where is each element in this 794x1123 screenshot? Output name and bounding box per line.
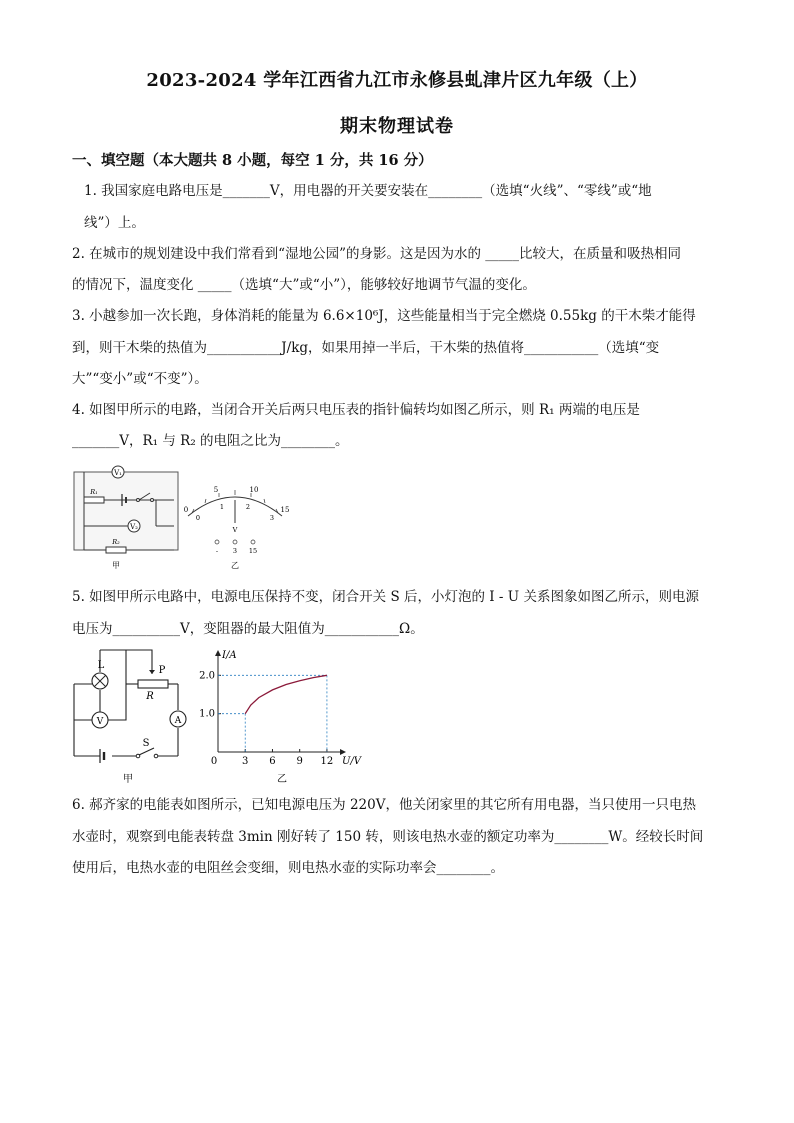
y-axis-arrow <box>215 650 221 656</box>
question-3-line-1: 3. 小越参加一次长跑，身体消耗的能量为 6.6×10⁶J，这些能量相当于完全燃烧 0.55kg 的干木柴才能得 <box>72 308 696 324</box>
inner-scale-0: 0 <box>195 514 201 522</box>
battery-symbol <box>100 749 104 763</box>
x-tick-label: 9 <box>296 756 303 767</box>
question-3-line-2: 到，则干木柴的热值为___________J/kg，如果用掉一半后，干木柴的热值将___________（选填“变 <box>72 340 660 356</box>
switch-label: S <box>142 738 150 749</box>
figure-5-caption-yi: 乙 <box>277 774 287 785</box>
question-2-line-2: 的情况下，温度变化 _____（选填“大”或“小”），能够较好地调节气温的变化。 <box>72 277 536 293</box>
outer-scale-5: 5 <box>213 486 219 494</box>
lamp-label: L <box>97 660 105 671</box>
ammeter-label: A <box>174 716 182 726</box>
ammeter-symbol <box>170 711 186 727</box>
question-6-line-3: 使用后，电热水壶的电阻丝会变细，则电热水壶的实际功率会________。 <box>72 860 504 876</box>
iu-curve <box>245 675 327 713</box>
inner-scale-1: 1 <box>219 503 225 511</box>
rheostat-symbol <box>138 665 168 702</box>
inner-scale-2: 2 <box>245 503 251 511</box>
outer-scale-0: 0 <box>183 506 189 514</box>
v1-label: V₁ <box>114 469 122 477</box>
page-subtitle: 期末物理试卷 <box>340 116 454 137</box>
question-1-line-2: 线”）上。 <box>84 215 145 231</box>
voltmeter-v1-symbol <box>112 466 124 478</box>
circuit-diagram-4 <box>74 472 178 550</box>
meter-unit: V <box>232 526 238 534</box>
figure-4 <box>70 460 300 572</box>
v2-label: V₂ <box>130 523 138 531</box>
y-axis-label: I/A <box>222 650 237 661</box>
outer-scale-15: 15 <box>280 506 290 514</box>
question-1-line-1: 1. 我国家庭电路电压是_______V，用电器的开关要安装在________（选填“火线”、“零线”或“地 <box>84 183 652 199</box>
origin-label: 0 <box>210 756 218 767</box>
question-5-line-2: 电压为__________V，变阻器的最大阻值为___________Ω。 <box>72 621 424 637</box>
inner-scale-3: 3 <box>269 514 275 522</box>
slider-label: P <box>158 665 166 676</box>
terminal-15: 15 <box>248 547 258 555</box>
voltmeter-dial <box>184 486 290 555</box>
question-6-line-1: 6. 郝齐家的电能表如图所示，已知电源电压为 220V，他关闭家里的其它所有用电器，当只使用一只电热 <box>72 797 696 813</box>
rheostat-label: R <box>146 691 154 702</box>
y-tick-label: 2.0 <box>199 670 215 682</box>
figure-4-caption-yi: 乙 <box>231 561 239 570</box>
terminal-minus: - <box>215 547 219 555</box>
figure-5 <box>68 644 368 786</box>
y-tick-label: 1.0 <box>199 708 215 720</box>
switch-symbol <box>136 738 158 758</box>
figure-4-svg <box>70 460 300 572</box>
question-4-line-1: 4. 如图甲所示的电路，当闭合开关后两只电压表的指针偏转均如图乙所示，则 R₁ 两端的电压是 <box>72 402 640 418</box>
page-title: 2023-2024 学年江西省九江市永修县虬津片区九年级（上） <box>146 70 648 91</box>
x-tick-label: 3 <box>242 756 249 767</box>
x-axis-arrow <box>340 749 346 755</box>
figure-5-svg <box>68 644 368 786</box>
figure-5-caption-jia: 甲 <box>123 774 133 785</box>
r2-label: R₂ <box>112 538 120 546</box>
question-5-line-1: 5. 如图甲所示电路中，电源电压保持不变，闭合开关 S 后，小灯泡的 I - U 关系图象如图乙所示，则电源 <box>72 589 699 605</box>
question-6-line-2: 水壶时，观察到电能表转盘 3min 刚好转了 150 转，则该电热水壶的额定功率为________W。经较长时间 <box>72 829 704 845</box>
voltmeter-symbol <box>92 712 108 728</box>
iu-graph <box>199 650 363 767</box>
figure-4-caption-jia: 甲 <box>112 561 120 570</box>
terminal-3: 3 <box>232 547 238 555</box>
question-2-line-1: 2. 在城市的规划建设中我们常看到“湿地公园”的身影。这是因为水的 _____比较大，在质量和吸热相同 <box>72 246 682 262</box>
lamp-symbol <box>92 660 108 689</box>
question-3-line-3: 大”“变小”或“不变”）。 <box>72 371 208 387</box>
x-axis-label: U/V <box>342 756 362 767</box>
r1-label: R₁ <box>90 488 98 496</box>
question-4-line-2: _______V，R₁ 与 R₂ 的电阻之比为________。 <box>72 433 349 449</box>
section-heading: 一、填空题（本大题共 8 小题，每空 1 分，共 16 分） <box>72 152 433 169</box>
x-tick-label: 6 <box>269 756 276 767</box>
x-tick-label: 12 <box>320 756 334 767</box>
outer-scale-10: 10 <box>249 486 259 494</box>
voltmeter-label: V <box>96 717 104 727</box>
